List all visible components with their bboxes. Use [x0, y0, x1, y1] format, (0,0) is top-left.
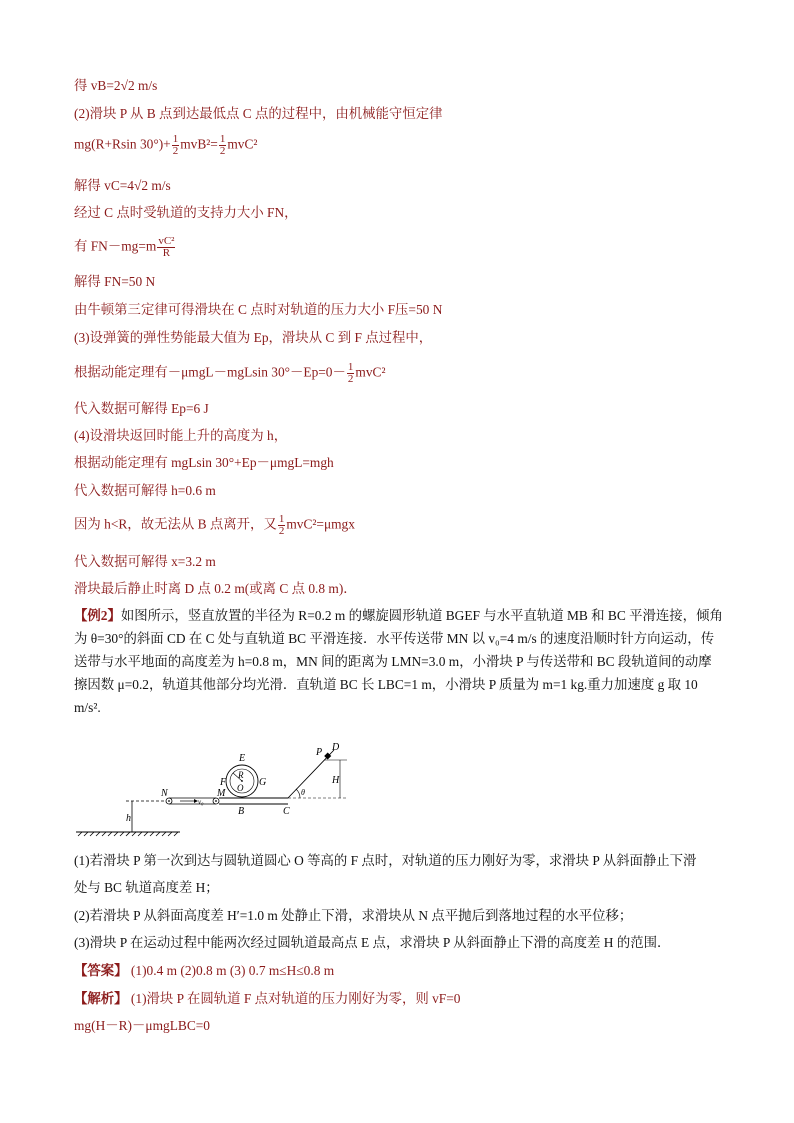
solution-line: 得 vB=2√2 m/s — [74, 78, 158, 93]
label-B: B — [238, 806, 245, 817]
label-M: M — [217, 788, 226, 799]
label-theta: θ — [301, 788, 305, 797]
solution-formula — [74, 362, 385, 385]
label-D: D — [332, 742, 340, 753]
fraction: $\frac{\text{vC²}}{R}$ — [158, 235, 175, 259]
label-P: P — [316, 747, 323, 758]
label-F: F — [220, 777, 227, 788]
formula-part: mvB²= — [180, 136, 218, 152]
label-N: N — [161, 788, 168, 799]
fraction: $\frac{1}{2}$ — [172, 133, 179, 157]
solution-line: 由牛顿第三定律可得滑块在 C 点时对轨道的压力大小 F压=50 N — [74, 302, 443, 317]
label-G: G — [259, 777, 267, 788]
answer-line — [74, 961, 334, 981]
formula-part: 因为 h<R，故无法从 B 点离开，又 — [74, 516, 277, 532]
solution-line: mg(H－R)－μmgLBC=0 — [74, 1018, 210, 1033]
fraction: $\frac{1}{2}$ — [278, 513, 285, 537]
solution-line: (3)设弹簧的弹性势能最大值为 Ep，滑块从 C 到 F 点过程中， — [74, 330, 433, 345]
question-line: (3)滑块 P 在运动过程中能两次经过圆轨道最高点 E 点，求滑块 P 从斜面静止下滑的高度差 H 的范围． — [74, 935, 671, 950]
label-C: C — [283, 806, 290, 817]
label-H: H — [332, 775, 340, 786]
solution-line: 代入数据可解得 h=0.6 m — [74, 483, 216, 498]
solution-formula — [74, 514, 355, 537]
question-line: (2)若滑块 P 从斜面高度差 H′=1.0 m 处静止下滑，求滑块从 N 点平抛后到落地过程的水平位移； — [74, 908, 633, 923]
label-E: E — [239, 753, 246, 764]
solution-formula — [74, 134, 257, 157]
formula-part: mvC² — [227, 136, 258, 152]
track-diagram — [70, 740, 370, 845]
answer-text: (1)0.4 m (2)0.8 m (3) 0.7 m≤H≤0.8 m — [130, 963, 335, 978]
formula-part: mvC²=μmgx — [286, 516, 355, 532]
analysis-line — [74, 989, 460, 1009]
solution-line: 代入数据可解得 x=3.2 m — [74, 554, 216, 569]
formula-part: mvC² — [355, 364, 386, 380]
answer-label: 【答案】 — [74, 963, 128, 978]
question-line: (1)若滑块 P 第一次到达与圆轨道圆心 O 等高的 F 点时，对轨道的压力刚好为零，求滑块 P 从斜面静止下滑 — [74, 853, 697, 868]
analysis-label: 【解析】 — [74, 991, 128, 1006]
fraction: $\frac{1}{2}$ — [347, 361, 354, 385]
analysis-text: (1)滑块 P 在圆轨道 F 点对轨道的压力刚好为零，则 vF=0 — [130, 991, 461, 1006]
label-h: h — [126, 813, 131, 824]
question-line: 处与 BC 轨道高度差 H； — [74, 880, 219, 895]
solution-line: 经过 C 点时受轨道的支持力大小 FN， — [74, 205, 298, 220]
solution-line: (4)设滑块返回时能上升的高度为 h， — [74, 428, 288, 443]
solution-formula — [74, 236, 176, 259]
formula-part: mg(R+Rsin 30°)+ — [74, 136, 171, 152]
example-tag: 【例2】 — [74, 608, 121, 623]
solution-line: 根据动能定理有 mgLsin 30°+Ep－μmgL=mgh — [74, 455, 334, 470]
solution-line: (2)滑块 P 从 B 点到达最低点 C 点的过程中，由机械能守恒定律 — [74, 106, 443, 121]
solution-line: 解得 FN=50 N — [74, 274, 156, 289]
solution-line: 滑块最后静止时离 D 点 0.2 m(或离 C 点 0.8 m)． — [74, 581, 357, 596]
fraction: $\frac{1}{2}$ — [219, 133, 226, 157]
solution-line: 解得 vC=4√2 m/s — [74, 178, 171, 193]
formula-part: 根据动能定理有－μmgL－mgLsin 30°－Ep=0－ — [74, 364, 346, 380]
label-R: R — [238, 770, 244, 780]
label-v0: v₀ — [198, 798, 204, 806]
example-text: 如图所示，竖直放置的半径为 R=0.2 m 的螺旋圆形轨道 BGEF 与水平直轨道 MB 和 BC 平滑连接，倾角为 θ=30°的斜面 CD 在 C 处与直轨道 BC 平滑连接．水平传送带 MN 以 v₀=4 m/s 的速度沿顺时针方向运动，传送带与水平地面的高度差为 h=0.8 m，MN 间的距离为 LMN=3.0 m，小滑块 P 与传送带和 BC 段轨道间的动摩擦因数 μ=0.2，轨道其他部分均光滑．直轨道 BC 长 LBC=1 m，小滑块 P 质量为 m=1 kg.重力加速度 g 取 10 m/s². — [74, 608, 723, 715]
solution-line: 代入数据可解得 Ep=6 J — [74, 401, 209, 416]
example-paragraph — [74, 604, 724, 719]
formula-part: 有 FN－mg=m — [74, 238, 157, 254]
label-O: O — [237, 783, 244, 793]
